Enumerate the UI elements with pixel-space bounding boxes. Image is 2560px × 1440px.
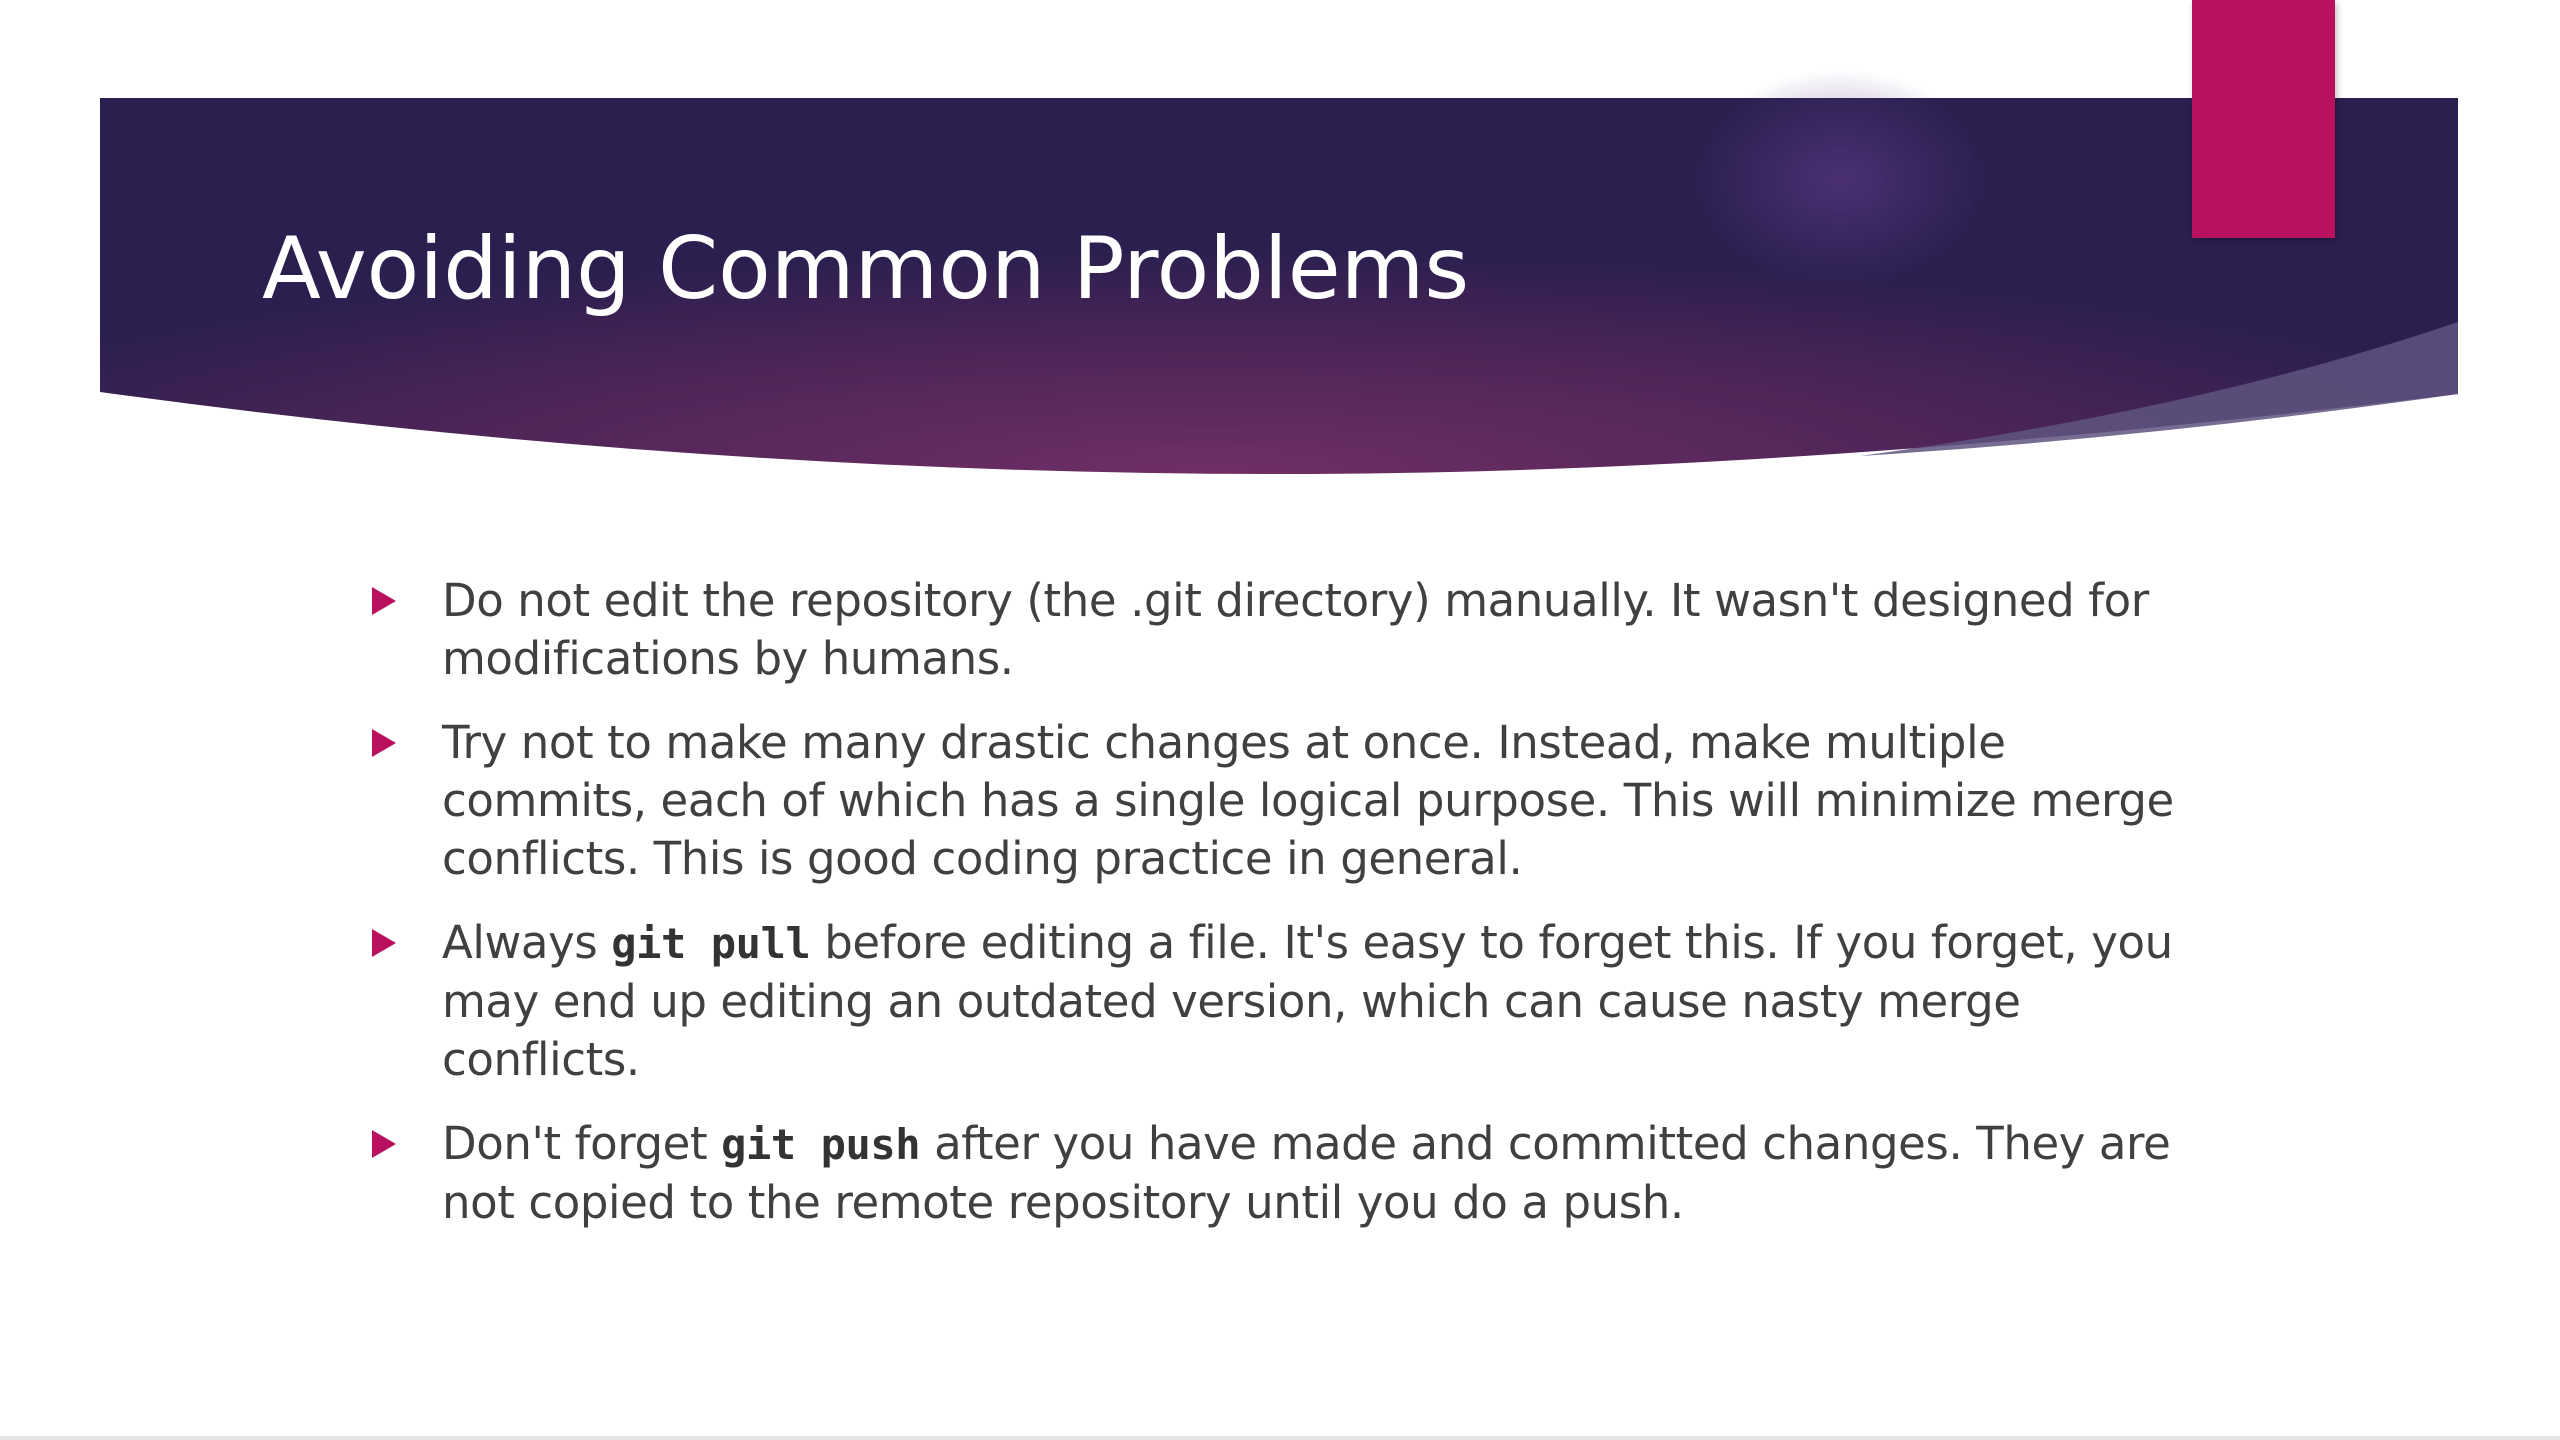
triangle-bullet-icon bbox=[372, 729, 396, 757]
git-push-command: git push bbox=[721, 1120, 921, 1169]
triangle-bullet-icon bbox=[372, 587, 396, 615]
bullet-text-before: Always bbox=[442, 916, 612, 969]
bullet-text-after: before editing a file. It's easy to forget this. If you forget, you may end up editing an outdated version, which can cause nasty merge conflicts. bbox=[442, 916, 2173, 1086]
triangle-bullet-icon bbox=[372, 929, 396, 957]
accent-tab bbox=[2192, 0, 2335, 238]
bullet-text: Try not to make many drastic changes at once. Instead, make multiple commits, each of which has a single logical purpose. This will minimize merge conflicts. This is good coding practice in general. bbox=[442, 716, 2174, 885]
bullet-text: Do not edit the repository (the .git directory) manually. It wasn't designed for modifications by humans. bbox=[442, 574, 2149, 685]
triangle-bullet-icon bbox=[372, 1130, 396, 1158]
bullet-item bbox=[370, 914, 2190, 1089]
bottom-divider bbox=[0, 1436, 2560, 1440]
bullet-item bbox=[370, 572, 2190, 688]
bullet-item bbox=[370, 1115, 2190, 1232]
slide-title: Avoiding Common Problems bbox=[262, 219, 1470, 319]
bullet-text-after: after you have made and committed changes. They are not copied to the remote repository until you do a push. bbox=[442, 1117, 2171, 1229]
git-pull-command: git pull bbox=[611, 919, 811, 968]
bullet-text-before: Don't forget bbox=[442, 1117, 722, 1170]
bullet-item bbox=[370, 714, 2190, 888]
bullet-list bbox=[370, 572, 2190, 1258]
banner-glow bbox=[1690, 70, 1990, 290]
